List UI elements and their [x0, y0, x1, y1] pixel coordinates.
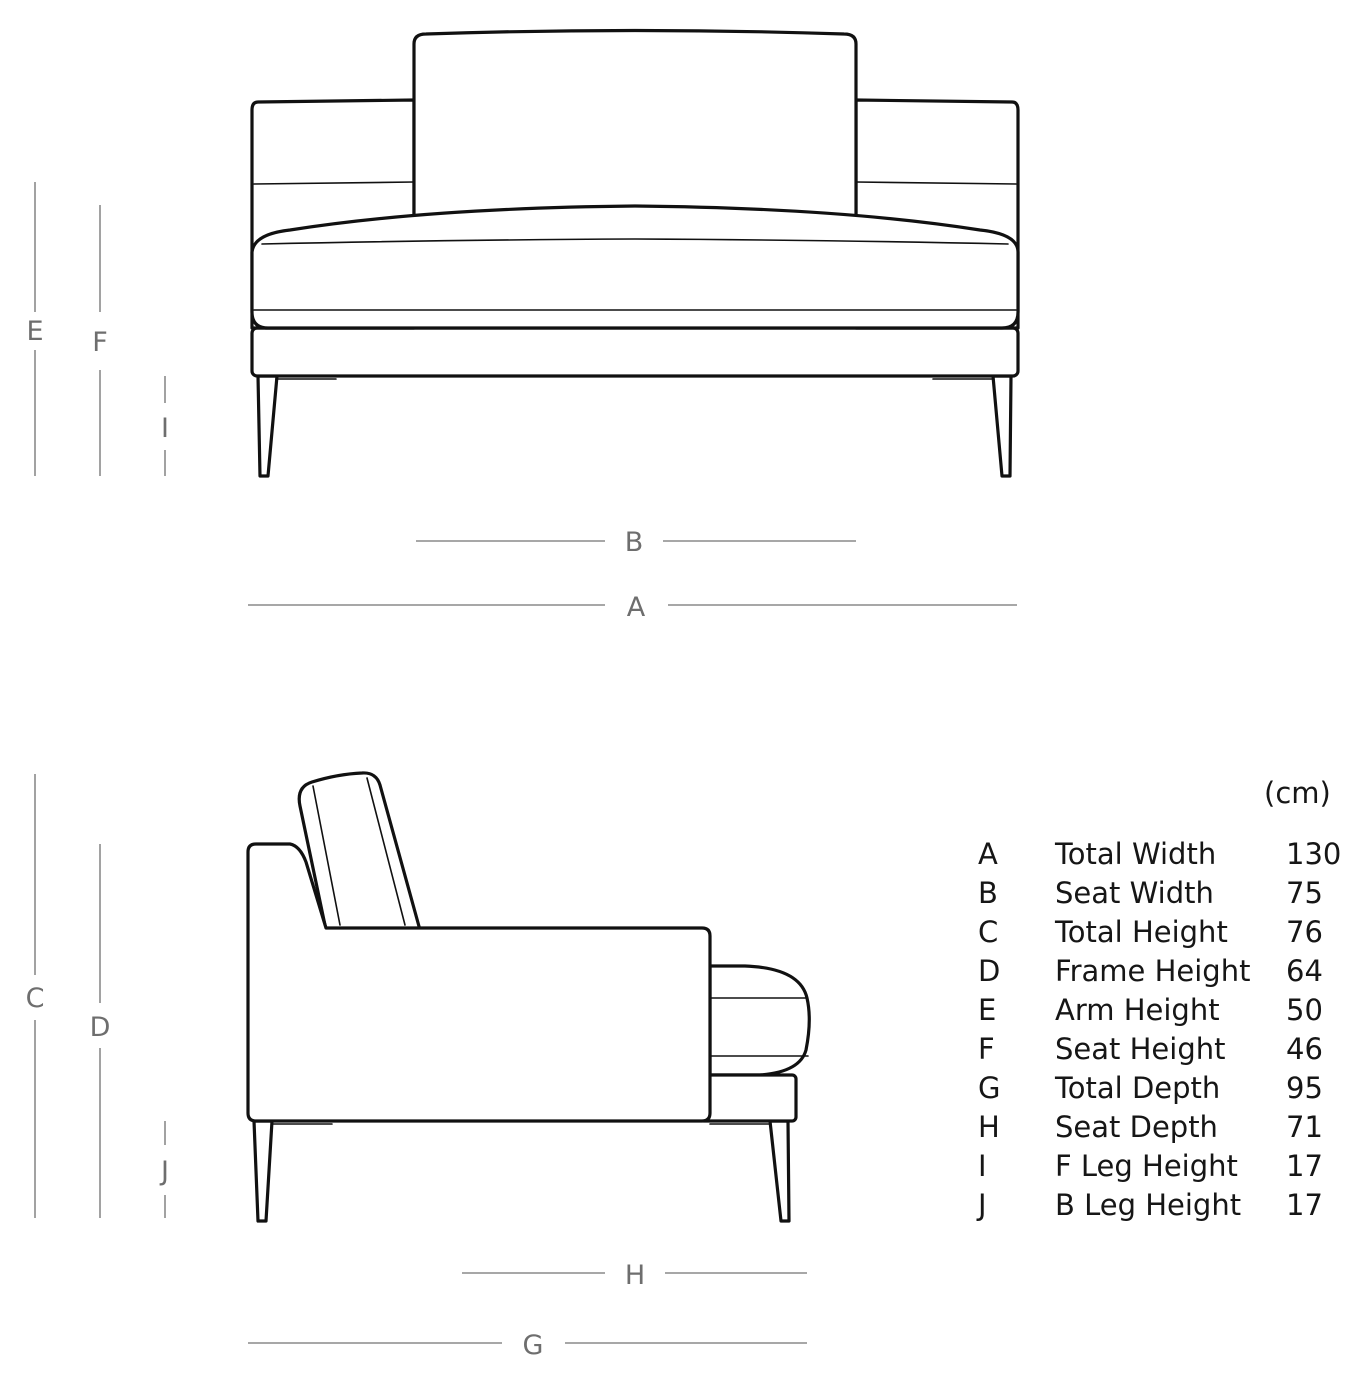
row-label: Frame Height — [1055, 954, 1251, 988]
row-value: 130 — [1286, 837, 1342, 871]
row-value: 95 — [1286, 1071, 1323, 1105]
row-letter: C — [978, 915, 999, 949]
dim-label-b: B — [624, 527, 644, 558]
dim-label-i: I — [161, 413, 169, 444]
row-label: Total Height — [1055, 915, 1228, 949]
row-letter: F — [978, 1032, 995, 1066]
row-letter: E — [978, 993, 997, 1027]
row-value: 46 — [1286, 1032, 1323, 1066]
row-label: B Leg Height — [1055, 1188, 1242, 1222]
front-view-armchair — [252, 31, 1018, 477]
row-label: Arm Height — [1055, 993, 1220, 1027]
dim-label-e: E — [26, 316, 44, 347]
front-right-leg — [993, 376, 1011, 476]
row-value: 71 — [1286, 1110, 1323, 1144]
side-base-frame — [700, 1075, 796, 1121]
dim-label-f: F — [92, 327, 108, 358]
side-front-leg — [254, 1121, 272, 1221]
row-label: Seat Width — [1055, 876, 1214, 910]
row-label: F Leg Height — [1055, 1149, 1238, 1183]
row-value: 64 — [1286, 954, 1323, 988]
side-seat-cushion — [710, 966, 809, 1075]
row-letter: J — [978, 1188, 987, 1222]
row-value: 17 — [1286, 1188, 1323, 1222]
side-view-armchair — [248, 773, 809, 1221]
row-letter: I — [978, 1149, 987, 1183]
unit-label: (cm) — [1264, 776, 1331, 810]
row-value: 50 — [1286, 993, 1323, 1027]
front-base-frame — [252, 328, 1018, 376]
row-label: Total Depth — [1055, 1071, 1221, 1105]
row-label: Seat Depth — [1055, 1110, 1218, 1144]
dim-label-a: A — [626, 592, 646, 623]
side-back-leg — [770, 1121, 789, 1221]
row-letter: D — [978, 954, 1001, 988]
row-letter: G — [978, 1071, 1001, 1105]
row-letter: B — [978, 876, 998, 910]
dim-label-h: H — [624, 1260, 646, 1291]
row-value: 76 — [1286, 915, 1323, 949]
row-label: Total Width — [1055, 837, 1217, 871]
dim-label-c: C — [25, 983, 45, 1014]
row-value: 75 — [1286, 876, 1323, 910]
dim-label-d: D — [89, 1012, 111, 1043]
row-label: Seat Height — [1055, 1032, 1226, 1066]
row-letter: H — [978, 1110, 1000, 1144]
front-backrest — [414, 31, 856, 231]
dim-label-g: G — [522, 1330, 544, 1361]
front-left-leg — [258, 376, 277, 476]
row-value: 17 — [1286, 1149, 1323, 1183]
row-letter: A — [978, 837, 998, 871]
dim-label-j: J — [161, 1156, 169, 1187]
